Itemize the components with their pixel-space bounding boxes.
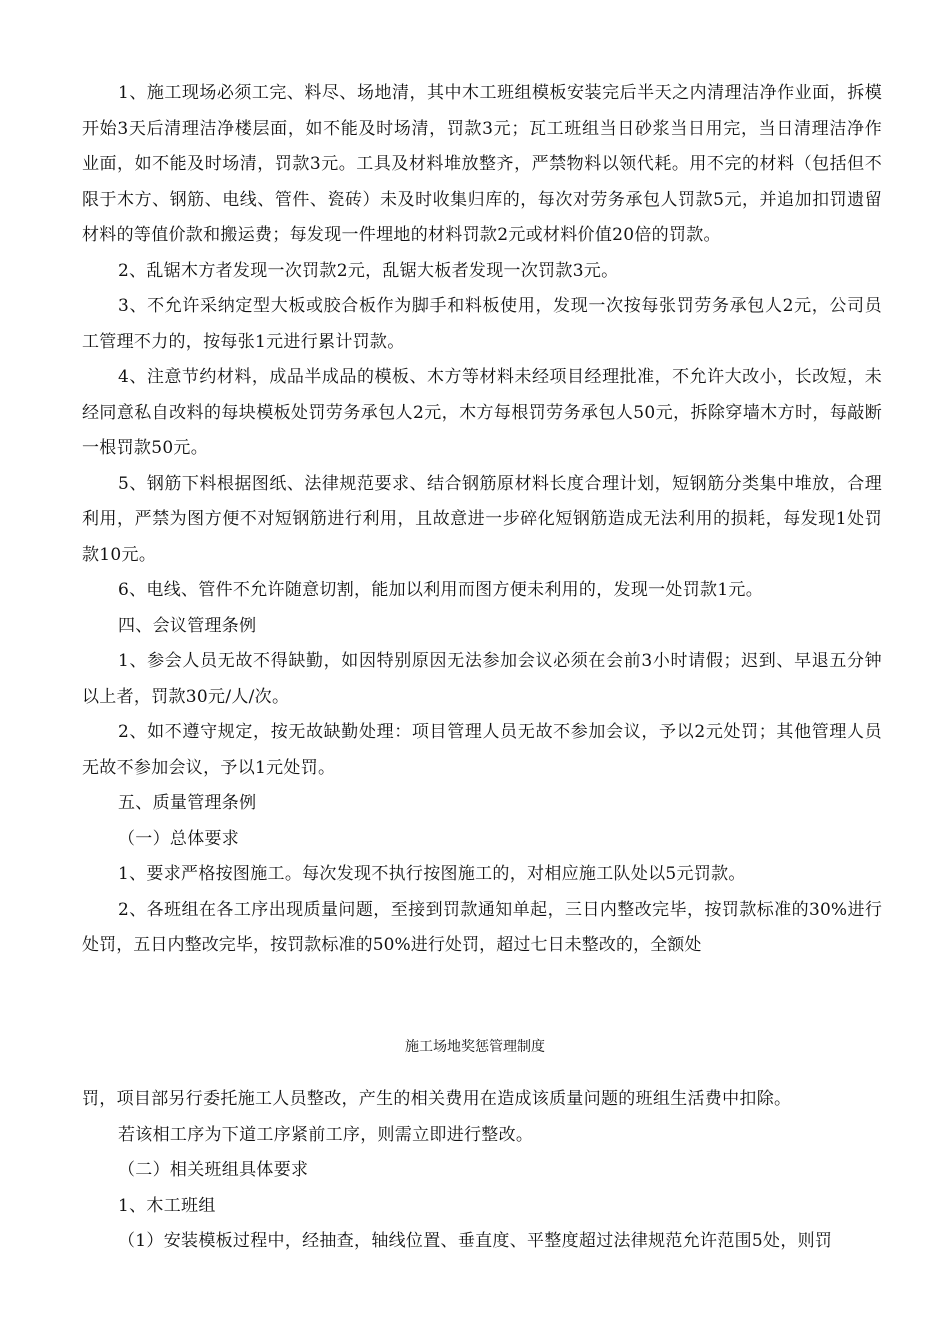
- rule-paragraph: 3、不允许采纳定型大板或胶合板作为脚手和料板使用，发现一次按每张罚劳务承包人2元，公司员工管理不力的，按每张1元进行累计罚款。: [82, 296, 882, 352]
- rule-paragraph: 1、参会人员无故不得缺勤，如因特别原因无法参加会议必须在会前3小时请假；迟到、早退五分钟以上者，罚款30元/人/次。: [82, 651, 882, 707]
- rule-paragraph: 2、乱锯木方者发现一次罚款2元，乱锯大板者发现一次罚款3元。: [118, 260, 619, 281]
- document-body-top: [82, 76, 882, 964]
- document-body-bottom: [82, 1082, 882, 1260]
- rule-paragraph-continued: 罚，项目部另行委托施工人员整改，产生的相关费用在造成该质量问题的班组生活费中扣除。: [82, 1089, 792, 1109]
- rule-paragraph: 2、各班组在各工序出现质量问题，至接到罚款通知单起，三日内整改完毕，按罚款标准的30%进行处罚，五日内整改完毕，按罚款标准的50%进行处罚，超过七日未整改的，全额处: [82, 899, 882, 955]
- rule-paragraph: （1）安装模板过程中，经抽查，轴线位置、垂直度、平整度超过法律规范允许范围5处，则罚: [118, 1231, 833, 1251]
- section-heading: 五、质量管理条例: [118, 793, 257, 813]
- subsection-heading: 1、木工班组: [118, 1195, 216, 1216]
- rule-paragraph: 若该相工序为下道工序紧前工序，则需立即进行整改。: [118, 1124, 534, 1145]
- subsection-heading: （一）总体要求: [118, 828, 240, 849]
- rule-paragraph: 6、电线、管件不允许随意切割，能加以利用而图方便未利用的，发现一处罚款1元。: [118, 580, 764, 600]
- rule-paragraph: 2、如不遵守规定，按无故缺勤处理：项目管理人员无故不参加会议，予以2元处罚；其他管理人员无故不参加会议，予以1元处罚。: [82, 722, 882, 778]
- rule-paragraph: 5、钢筋下料根据图纸、法律规范要求、结合钢筋原材料长度合理计划，短钢筋分类集中堆放，合理利用，严禁为图方便不对短钢筋进行利用，且故意进一步碎化短钢筋造成无法利用的损耗，每发现1处罚款10元。: [82, 473, 882, 565]
- page-footer-title: 施工场地奖惩管理制度: [405, 1039, 545, 1055]
- rule-paragraph: 1、施工现场必须工完、料尽、场地清，其中木工班组模板安装完后半天之内清理洁净作业面，拆模开始3天后清理洁净楼层面，如不能及时场清，罚款3元；瓦工班组当日砂浆当日用完，当日清理洁净作业面，如不能及时场清，罚款3元。工具及材料堆放整齐，严禁物料以领代耗。用不完的材料（包括但不限于木方、钢筋、电线、管件、瓷砖）未及时收集归库的，每次对劳务承包人罚款5元，并追加扣罚遗留材料的等值价款和搬运费；每发现一件埋地的材料罚款2元或材料价值20倍的罚款。: [82, 83, 882, 245]
- section-heading: 四、会议管理条例: [118, 615, 257, 636]
- rule-paragraph: 1、要求严格按图施工。每次发现不执行按图施工的，对相应施工队处以5元罚款。: [118, 864, 746, 884]
- rule-paragraph: 4、注意节约材料，成品半成品的模板、木方等材料未经项目经理批准，不允许大改小，长改短，未经同意私自改料的每块模板处罚劳务承包人2元，木方每根罚劳务承包人50元，拆除穿墙木方时，每敲断一根罚款50元。: [82, 367, 882, 458]
- subsection-heading: （二）相关班组具体要求: [118, 1160, 309, 1180]
